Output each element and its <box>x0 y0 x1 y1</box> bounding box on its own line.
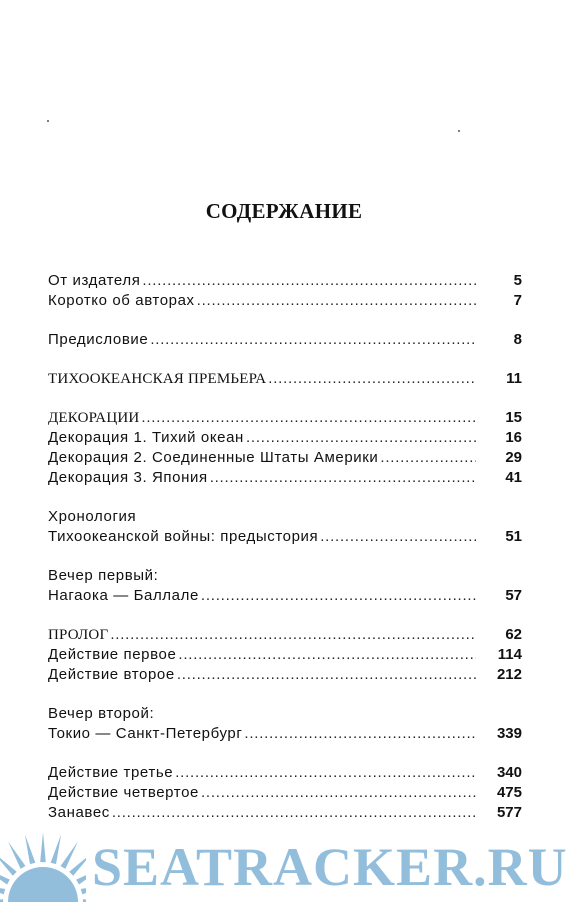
dot-leader <box>177 665 476 685</box>
toc-entry-label: Декорация 1. Тихий океан <box>48 429 244 446</box>
toc-entry <box>48 704 522 724</box>
toc-group <box>48 271 522 311</box>
scan-speck <box>47 120 49 122</box>
toc-group <box>48 763 522 823</box>
toc-group <box>48 625 522 685</box>
dot-leader <box>141 408 476 428</box>
toc-entry-label: Занавес <box>48 804 110 821</box>
toc-entry-page: 15 <box>505 409 522 426</box>
toc-entry <box>48 625 522 645</box>
dot-leader <box>246 428 476 448</box>
toc-group <box>48 408 522 488</box>
dot-leader <box>178 645 476 665</box>
toc-entry <box>48 291 522 311</box>
dot-leader <box>380 448 476 468</box>
dot-leader <box>150 330 476 350</box>
toc-entry-page: 114 <box>497 646 522 663</box>
toc-entry <box>48 448 522 468</box>
toc-entry <box>48 665 522 685</box>
dot-leader <box>201 783 476 803</box>
toc-entry-label: Декорация 3. Япония <box>48 469 208 486</box>
watermark-text: SEATRACKER.RU <box>92 837 568 897</box>
toc-entry-label: Предисловие <box>48 331 149 348</box>
dot-leader <box>244 724 476 744</box>
toc-entry-label: ДЕКОРАЦИИ <box>48 410 140 426</box>
table-of-contents <box>48 271 522 842</box>
page-title: СОДЕРЖАНИЕ <box>205 199 363 223</box>
toc-entry <box>48 566 522 586</box>
toc-entry-label: Тихоокеанской войны: предыстория <box>48 528 319 545</box>
toc-entry-page: 16 <box>505 429 522 446</box>
toc-entry <box>48 724 522 744</box>
toc-entry-page: 212 <box>496 666 522 683</box>
toc-entry-label: Вечер второй: <box>48 705 155 722</box>
toc-entry-label: Вечер первый: <box>48 567 159 584</box>
toc-entry-page: 51 <box>505 528 522 545</box>
toc-entry <box>48 783 522 803</box>
toc-entry <box>48 507 522 527</box>
toc-entry-page: 57 <box>505 587 522 604</box>
toc-entry-label: Действие первое <box>48 646 177 663</box>
dot-leader <box>110 625 476 645</box>
dot-leader <box>320 527 476 547</box>
toc-entry-label: Действие третье <box>48 764 174 781</box>
toc-entry <box>48 271 522 291</box>
toc-entry-label: Декорация 2. Соединенные Штаты Америки <box>48 449 379 466</box>
toc-entry-page: 41 <box>505 469 522 486</box>
toc-entry-label: Нагаока — Баллале <box>48 587 199 604</box>
toc-entry-page: 11 <box>506 370 522 387</box>
toc-entry-page: 62 <box>505 626 522 643</box>
toc-group <box>48 704 522 744</box>
toc-group <box>48 330 522 350</box>
toc-entry-page: 475 <box>496 784 522 801</box>
toc-entry-label: ТИХООКЕАНСКАЯ ПРЕМЬЕРА <box>48 371 267 387</box>
toc-entry-page: 577 <box>496 804 522 821</box>
sun-icon <box>0 828 86 902</box>
toc-entry <box>48 527 522 547</box>
toc-entry-label: Коротко об авторах <box>48 292 195 309</box>
toc-group <box>48 369 522 389</box>
toc-group <box>48 507 522 547</box>
toc-entry-label: От издателя <box>48 272 141 289</box>
toc-entry <box>48 330 522 350</box>
dot-leader <box>175 763 476 783</box>
toc-group <box>48 566 522 606</box>
toc-entry-page: 340 <box>496 764 522 781</box>
toc-entry-page: 29 <box>505 449 522 466</box>
dot-leader <box>268 369 476 389</box>
toc-entry <box>48 408 522 428</box>
toc-entry <box>48 468 522 488</box>
dot-leader <box>201 586 476 606</box>
toc-entry-page: 5 <box>513 272 522 289</box>
toc-entry <box>48 763 522 783</box>
toc-entry-label: Хронология <box>48 508 137 525</box>
toc-entry-page: 8 <box>513 331 522 348</box>
toc-entry-label: ПРОЛОГ <box>48 627 109 643</box>
scan-speck <box>458 130 460 132</box>
toc-entry-page: 7 <box>513 292 522 309</box>
dot-leader <box>210 468 476 488</box>
toc-entry <box>48 428 522 448</box>
dot-leader <box>197 291 476 311</box>
toc-entry <box>48 645 522 665</box>
toc-entry-label: Токио — Санкт-Петербург <box>48 725 243 742</box>
toc-entry-label: Действие второе <box>48 666 175 683</box>
toc-entry-label: Действие четвертое <box>48 784 199 801</box>
dot-leader <box>142 271 476 291</box>
toc-entry <box>48 586 522 606</box>
watermark <box>0 820 568 902</box>
toc-entry-page: 339 <box>496 725 522 742</box>
toc-entry <box>48 369 522 389</box>
